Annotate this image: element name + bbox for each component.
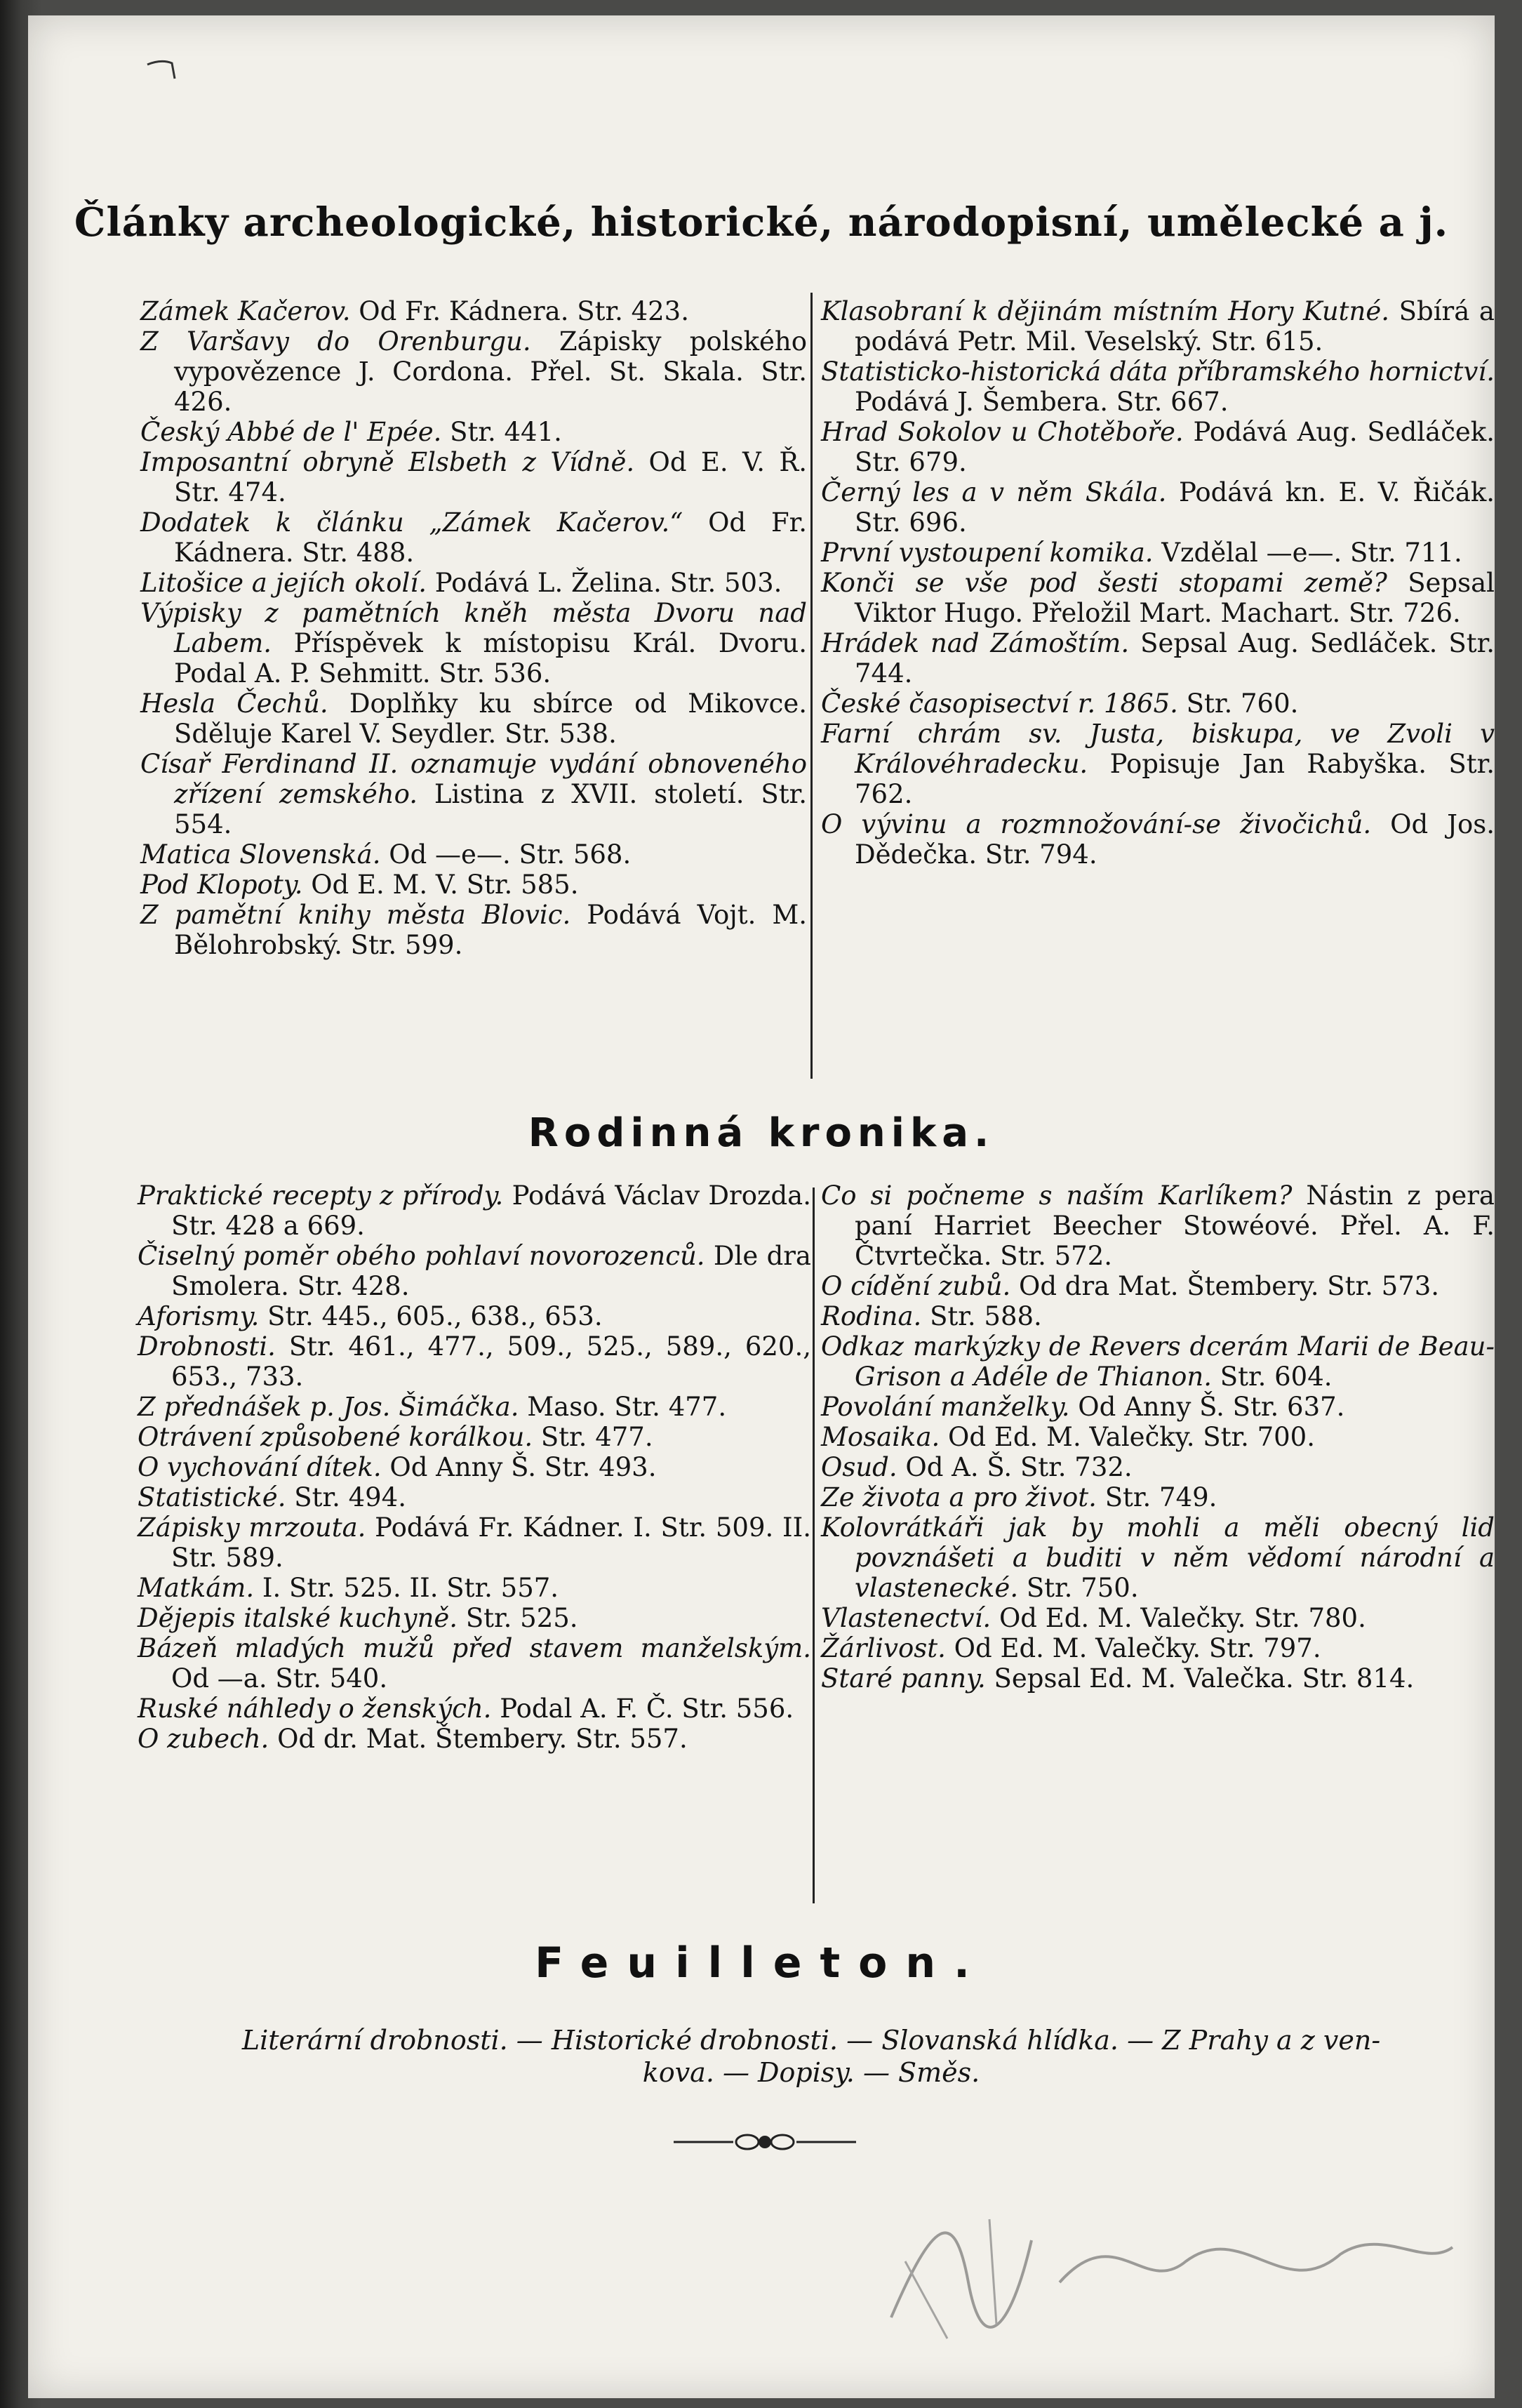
- family-entry-details: I. Str. 525. II. Str. 557.: [254, 1573, 559, 1603]
- family-entry-details: Od Anny Š. Str. 637.: [1069, 1392, 1345, 1422]
- family-entry-details: Maso. Str. 477.: [519, 1392, 727, 1422]
- family-entry-title: Bázeň mladých mužů před stavem manželským.: [138, 1633, 811, 1663]
- article-entry-details: Příspěvek k místopisu Král. Dvoru. Podal A. P. Sehmitt. Str. 536.: [174, 628, 807, 689]
- family-entry-details: Str. 445., 605., 638., 653.: [259, 1301, 603, 1331]
- article-entry: [140, 326, 807, 417]
- articles-left-column: [140, 296, 807, 960]
- article-entry-title: Matica Slovenská.: [140, 839, 381, 870]
- family-entry-details: Dle dra Smolera. Str. 428.: [171, 1241, 811, 1301]
- family-entry-details: Str. 604.: [1212, 1362, 1333, 1392]
- family-entry-title: Ze života a pro život.: [821, 1482, 1097, 1512]
- family-entry-title: Aforismy.: [138, 1301, 260, 1331]
- article-entry-title: Z pamětní knihy města Blovic.: [140, 900, 571, 930]
- article-entry: [140, 296, 807, 326]
- article-entry-title: Farní chrám sv. Justa, biskupa, ve Zvoli v Královéhradecku.: [821, 719, 1495, 779]
- article-entry-title: Hrad Sokolov u Chotěboře.: [821, 417, 1184, 447]
- article-entry-details: Od E. V. Ř. Str. 474.: [174, 447, 807, 507]
- article-entry-details: Vzdělal —e—. Str. 711.: [1153, 538, 1462, 568]
- article-entry-details: Od Fr. Kádnera. Str. 488.: [174, 507, 807, 568]
- feuilleton-line: Literární drobnosti. — Historické drobnosti. — Slovanská hlídka. — Z Prahy a z ven-: [241, 2025, 1381, 2056]
- column-divider: [810, 293, 813, 1079]
- feuilleton-line: kova. — Dopisy. — Směs.: [642, 2057, 980, 2088]
- family-entry-title: O cídění zubů.: [821, 1271, 1011, 1301]
- family-entry-title: O vychování dítek.: [138, 1452, 382, 1482]
- article-entry-details: Od —e—. Str. 568.: [380, 839, 632, 870]
- articles-right-column: [821, 296, 1495, 870]
- corner-mark: [144, 58, 186, 86]
- family-entry-details: Str. 477.: [533, 1422, 653, 1452]
- family-entry-title: Otrávení způsobené korálkou.: [138, 1422, 533, 1452]
- article-entry: [140, 839, 807, 870]
- family-entry-details: Str. 750.: [1018, 1573, 1139, 1603]
- section-title-articles: Články archeologické, historické, národopisní, umělecké a j.: [74, 199, 1449, 246]
- family-entry: [138, 1482, 811, 1512]
- article-entry-title: Konči se vše pod šesti stopami země?: [821, 568, 1387, 598]
- article-entry: [821, 568, 1495, 628]
- family-entry-details: Od Ed. M. Valečky. Str. 700.: [940, 1422, 1315, 1452]
- family-entry-title: Rodina.: [821, 1301, 922, 1331]
- family-entry: [821, 1452, 1495, 1482]
- family-entry: [138, 1452, 811, 1482]
- family-entry-details: Str. 461., 477., 509., 525., 589., 620., 653., 733.: [171, 1331, 811, 1392]
- article-entry-details: Sepsal Aug. Sedláček. Str. 744.: [855, 628, 1495, 689]
- family-entry-details: Str. 749.: [1096, 1482, 1217, 1512]
- family-entry: [821, 1271, 1495, 1301]
- article-entry-details: Zápisky polského vypovězence J. Cordona. Přel. St. Skala. Str. 426.: [174, 326, 807, 417]
- family-entry: [821, 1482, 1495, 1512]
- family-entry-details: Od Anny Š. Str. 493.: [381, 1452, 657, 1482]
- family-entry: [138, 1724, 811, 1754]
- article-entry-title: Výpisky z pamětních kněh města Dvoru nad Labem.: [140, 598, 807, 658]
- family-entry: [138, 1392, 811, 1422]
- family-entry: [821, 1603, 1495, 1633]
- family-entry-title: Mosaika.: [821, 1422, 940, 1452]
- article-entry-details: Podává kn. E. V. Řičák. Str. 696.: [855, 477, 1495, 538]
- article-entry: [821, 538, 1495, 568]
- article-entry-details: Sbírá a podává Petr. Mil. Veselský. Str. 615.: [855, 296, 1495, 357]
- section-title-feuilleton: Feuilleton.: [535, 1938, 988, 1988]
- family-entry: [821, 1301, 1495, 1331]
- family-entry-title: Vlastenectví.: [821, 1603, 992, 1633]
- article-entry-title: První vystoupení komika.: [821, 538, 1154, 568]
- family-entry-details: Od Ed. M. Valečky. Str. 797.: [945, 1633, 1321, 1663]
- family-entry-title: Praktické recepty z přírody.: [138, 1180, 504, 1211]
- family-entry: [821, 1512, 1495, 1603]
- family-entry-details: Od dr. Mat. Štembery. Str. 557.: [269, 1724, 688, 1754]
- family-entry-details: Str. 588.: [921, 1301, 1042, 1331]
- article-entry: [140, 900, 807, 960]
- family-entry-title: Statistické.: [138, 1482, 286, 1512]
- article-entry: [140, 749, 807, 839]
- article-entry-details: Od E. M. V. Str. 585.: [302, 870, 579, 900]
- article-entry: [140, 417, 807, 447]
- family-entry: [138, 1422, 811, 1452]
- family-entry: [138, 1573, 811, 1603]
- article-entry-title: Hrádek nad Zámoštím.: [821, 628, 1130, 658]
- article-entry-title: Litošice a jejích okolí.: [140, 568, 427, 598]
- article-entry: [821, 719, 1495, 809]
- article-entry: [821, 357, 1495, 417]
- family-entry-title: Osud.: [821, 1452, 897, 1482]
- family-entry-title: Žárlivost.: [821, 1633, 946, 1663]
- family-entry: [138, 1603, 811, 1633]
- family-entry-title: Kolovrátkáři jak by mohli a měli obecný lid povznášeti a buditi v něm vědomí národní a vlastenecké.: [821, 1512, 1495, 1603]
- ornament-divider-icon: [670, 2128, 860, 2156]
- article-entry-details: Popisuje Jan Rabyška. Str. 762.: [855, 749, 1495, 809]
- article-entry-title: Český Abbé de l' Epée.: [140, 417, 442, 447]
- article-entry-title: Pod Klopoty.: [140, 870, 303, 900]
- article-entry-details: Podává Aug. Sedláček. Str. 679.: [855, 417, 1495, 477]
- article-entry-title: Zámek Kačerov.: [140, 296, 351, 326]
- article-entry: [821, 477, 1495, 538]
- family-entry-details: Od Ed. M. Valečky. Str. 780.: [991, 1603, 1366, 1633]
- section-title-family-chronicle: Rodinná kronika.: [528, 1110, 995, 1156]
- family-entry-details: Od —a. Str. 540.: [171, 1663, 388, 1694]
- article-entry-title: Statisticko-historická dáta příbramského hornictví.: [821, 357, 1495, 387]
- family-entry-title: Co si počneme s naším Karlíkem?: [821, 1180, 1293, 1211]
- article-entry-details: Listina z XVII. století. Str. 554.: [174, 779, 808, 839]
- article-entry-details: Podává L. Želina. Str. 503.: [426, 568, 782, 598]
- family-entry-details: Podal A. F. Č. Str. 556.: [491, 1694, 794, 1724]
- family-entry: [821, 1331, 1495, 1392]
- article-entry-details: Sepsal Viktor Hugo. Přeložil Mart. Machart. Str. 726.: [855, 568, 1495, 628]
- family-entry: [821, 1633, 1495, 1663]
- article-entry-title: Imposantní obryně Elsbeth z Vídně.: [140, 447, 635, 477]
- family-entry-title: Povolání manželky.: [821, 1392, 1070, 1422]
- family-entry: [821, 1422, 1495, 1452]
- article-entry: [821, 296, 1495, 357]
- family-entry: [821, 1392, 1495, 1422]
- handwritten-mark: [849, 2177, 1481, 2353]
- family-entry: [138, 1241, 811, 1301]
- family-entry-details: Podává Fr. Kádner. I. Str. 509. II. Str. 589.: [171, 1512, 812, 1573]
- family-entry-title: O zubech.: [138, 1724, 269, 1754]
- family-entry: [821, 1663, 1495, 1694]
- article-entry-title: České časopisectví r. 1865.: [821, 689, 1178, 719]
- family-entry: [138, 1694, 811, 1724]
- feuilleton-contents: [138, 2024, 1485, 2089]
- family-entry-title: Drobnosti.: [138, 1331, 276, 1362]
- article-entry-details: Podává Vojt. M. Bělohrobský. Str. 599.: [174, 900, 807, 960]
- article-entry: [821, 809, 1495, 870]
- family-entry-details: Podává Václav Drozda. Str. 428 a 669.: [171, 1180, 811, 1241]
- article-entry: [140, 598, 807, 689]
- family-entry: [138, 1331, 811, 1392]
- article-entry: [140, 870, 807, 900]
- article-entry: [821, 628, 1495, 689]
- family-entry-details: Nástin z pera paní Harriet Beecher Stowéové. Přel. A. F. Čtvrtečka. Str. 572.: [855, 1180, 1495, 1271]
- article-entry-title: Z Varšavy do Orenburgu.: [140, 326, 531, 357]
- family-entry-title: Matkám.: [138, 1573, 255, 1603]
- family-entry-title: Čiselný poměr obého pohlaví novorozenců.: [138, 1241, 705, 1271]
- article-entry-title: Císař Ferdinand II. oznamuje vydání obnoveného zřízení zemského.: [140, 749, 807, 809]
- family-left-column: [138, 1180, 811, 1754]
- article-entry: [140, 447, 807, 507]
- article-entry-title: Černý les a v něm Skála.: [821, 477, 1167, 507]
- family-entry: [138, 1301, 811, 1331]
- family-entry: [821, 1180, 1495, 1271]
- article-entry: [140, 689, 807, 749]
- family-entry-title: Staré panny.: [821, 1663, 986, 1694]
- article-entry-title: Dodatek k článku „Zámek Kačerov.“: [140, 507, 683, 538]
- article-entry-details: Podává J. Šembera. Str. 667.: [855, 387, 1229, 417]
- family-entry-details: Str. 525.: [458, 1603, 578, 1633]
- article-entry-details: Doplňky ku sbírce od Mikovce. Sděluje Karel V. Seydler. Str. 538.: [174, 689, 808, 749]
- article-entry-details: Str. 760.: [1177, 689, 1299, 719]
- article-entry-details: Str. 441.: [441, 417, 562, 447]
- family-entry: [138, 1512, 811, 1573]
- family-entry-title: Ruské náhledy o ženských.: [138, 1694, 492, 1724]
- family-entry-title: Z přednášek p. Jos. Šimáčka.: [138, 1392, 519, 1422]
- family-entry: [138, 1180, 811, 1241]
- family-entry: [138, 1633, 811, 1694]
- family-entry-details: Od A. Š. Str. 732.: [897, 1452, 1133, 1482]
- article-entry: [821, 689, 1495, 719]
- family-entry-details: Sepsal Ed. M. Valečka. Str. 814.: [985, 1663, 1415, 1694]
- article-entry-title: Klasobraní k dějinám místním Hory Kutné.: [821, 296, 1390, 326]
- family-entry-title: Dějepis italské kuchyně.: [138, 1603, 458, 1633]
- article-entry: [821, 417, 1495, 477]
- article-entry-title: O vývinu a rozmnožování-se živočichů.: [821, 809, 1372, 839]
- article-entry-details: Od Jos. Dědečka. Str. 794.: [855, 809, 1495, 870]
- family-right-column: [821, 1180, 1495, 1694]
- family-entry-title: Odkaz markýzky de Revers dcerám Marii de Beau-Grison a Adéle de Thianon.: [821, 1331, 1495, 1392]
- family-entry-details: Od dra Mat. Štembery. Str. 573.: [1010, 1271, 1440, 1301]
- column-divider: [813, 1188, 815, 1903]
- family-entry-details: Str. 494.: [286, 1482, 406, 1512]
- document-page: [28, 15, 1495, 2398]
- article-entry: [140, 568, 807, 598]
- article-entry-title: Hesla Čechů.: [140, 689, 328, 719]
- article-entry: [140, 507, 807, 568]
- family-entry-title: Zápisky mrzouta.: [138, 1512, 366, 1543]
- article-entry-details: Od Fr. Kádnera. Str. 423.: [350, 296, 689, 326]
